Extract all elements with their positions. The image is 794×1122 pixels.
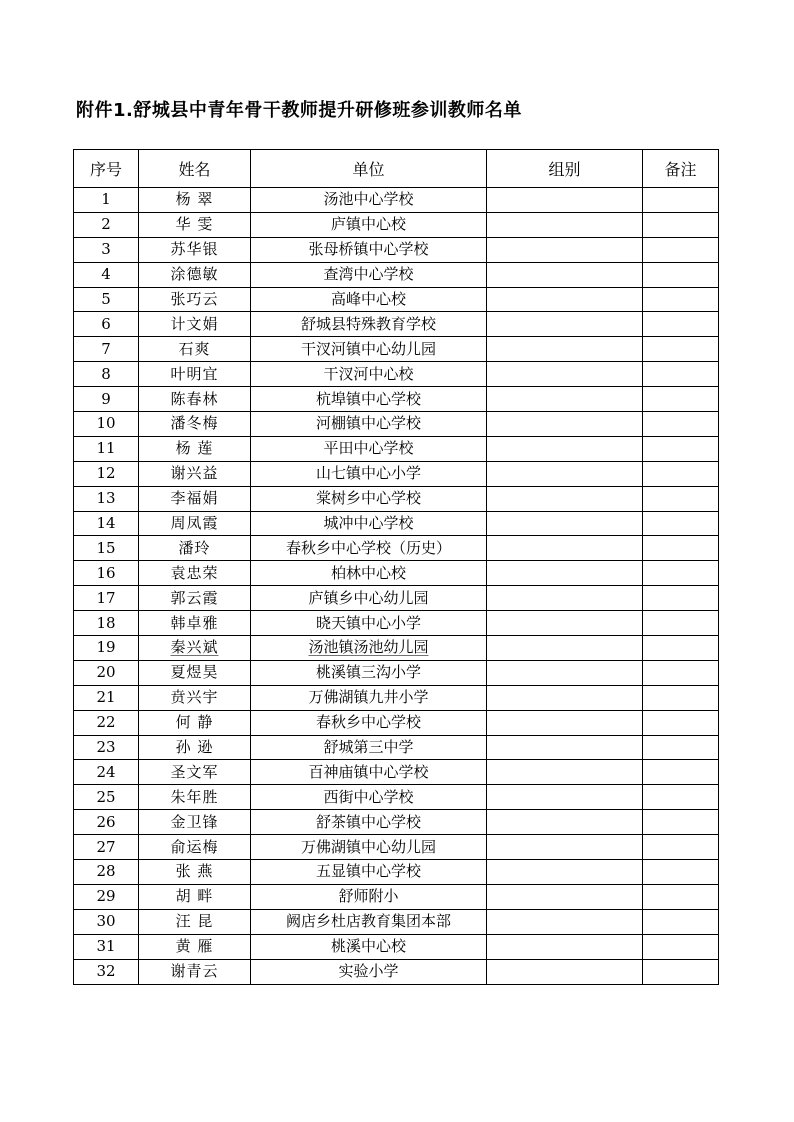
group-cell	[487, 287, 643, 312]
teacher-name: 李福娟	[139, 486, 251, 511]
school-unit: 山七镇中心小学	[251, 461, 487, 486]
table-row	[74, 262, 719, 287]
row-number: 17	[74, 586, 139, 611]
school-unit: 晓天镇中心小学	[251, 611, 487, 636]
teacher-name: 谢兴益	[139, 461, 251, 486]
group-cell	[487, 611, 643, 636]
group-cell	[487, 835, 643, 860]
teacher-name: 张巧云	[139, 287, 251, 312]
table-row	[74, 884, 719, 909]
group-cell	[487, 511, 643, 536]
teacher-name: 苏华银	[139, 237, 251, 262]
teacher-name: 袁忠荣	[139, 561, 251, 586]
teacher-name: 石爽	[139, 337, 251, 362]
note-cell	[643, 212, 719, 237]
table-header-row	[74, 150, 719, 188]
row-number: 23	[74, 735, 139, 760]
table-row	[74, 412, 719, 437]
row-number: 1	[74, 188, 139, 213]
note-cell	[643, 959, 719, 984]
note-cell	[643, 835, 719, 860]
row-number: 25	[74, 785, 139, 810]
row-number: 10	[74, 412, 139, 437]
group-cell	[487, 660, 643, 685]
group-cell	[487, 436, 643, 461]
note-cell	[643, 188, 719, 213]
group-cell	[487, 860, 643, 885]
group-cell	[487, 362, 643, 387]
table-row	[74, 337, 719, 362]
group-cell	[487, 486, 643, 511]
note-cell	[643, 860, 719, 885]
table-row	[74, 536, 719, 561]
group-cell	[487, 188, 643, 213]
row-number: 28	[74, 860, 139, 885]
row-number: 5	[74, 287, 139, 312]
teacher-name: 周凤霞	[139, 511, 251, 536]
school-unit: 舒城县特殊教育学校	[251, 312, 487, 337]
note-cell	[643, 909, 719, 934]
teacher-name: 汪 昆	[139, 909, 251, 934]
teacher-name: 朱年胜	[139, 785, 251, 810]
note-cell	[643, 884, 719, 909]
note-cell	[643, 362, 719, 387]
table-row	[74, 312, 719, 337]
table-row	[74, 611, 719, 636]
table-row	[74, 212, 719, 237]
teacher-name: 俞运梅	[139, 835, 251, 860]
group-cell	[487, 710, 643, 735]
table-row	[74, 810, 719, 835]
teacher-name: 华 雯	[139, 212, 251, 237]
group-cell	[487, 760, 643, 785]
school-unit: 桃溪镇三沟小学	[251, 660, 487, 685]
group-cell	[487, 536, 643, 561]
group-cell	[487, 636, 643, 661]
teacher-name: 潘冬梅	[139, 412, 251, 437]
group-cell	[487, 337, 643, 362]
row-number: 32	[74, 959, 139, 984]
page-title: 附件1.舒城县中青年骨干教师提升研修班参训教师名单	[76, 100, 522, 121]
group-cell	[487, 785, 643, 810]
row-number: 27	[74, 835, 139, 860]
school-unit: 干汊河中心校	[251, 362, 487, 387]
table-row	[74, 685, 719, 710]
school-unit: 杭埠镇中心学校	[251, 387, 487, 412]
table-body	[74, 188, 719, 985]
note-cell	[643, 387, 719, 412]
teacher-name: 夏煜昊	[139, 660, 251, 685]
note-cell	[643, 735, 719, 760]
row-number: 31	[74, 934, 139, 959]
header-no: 序号	[74, 150, 139, 188]
note-cell	[643, 586, 719, 611]
note-cell	[643, 312, 719, 337]
row-number: 30	[74, 909, 139, 934]
note-cell	[643, 237, 719, 262]
row-number: 11	[74, 436, 139, 461]
group-cell	[487, 810, 643, 835]
table-row	[74, 760, 719, 785]
row-number: 20	[74, 660, 139, 685]
school-unit: 高峰中心校	[251, 287, 487, 312]
table-row	[74, 586, 719, 611]
note-cell	[643, 561, 719, 586]
table-row	[74, 710, 719, 735]
school-unit: 百神庙镇中心学校	[251, 760, 487, 785]
note-cell	[643, 785, 719, 810]
group-cell	[487, 685, 643, 710]
row-number: 14	[74, 511, 139, 536]
row-number: 24	[74, 760, 139, 785]
teacher-name: 何 静	[139, 710, 251, 735]
group-cell	[487, 959, 643, 984]
table-row	[74, 785, 719, 810]
row-number: 15	[74, 536, 139, 561]
note-cell	[643, 710, 719, 735]
note-cell	[643, 461, 719, 486]
teacher-name: 韩卓雅	[139, 611, 251, 636]
table-row	[74, 909, 719, 934]
school-unit: 棠树乡中心学校	[251, 486, 487, 511]
teacher-name: 张 燕	[139, 860, 251, 885]
table-row	[74, 436, 719, 461]
row-number: 21	[74, 685, 139, 710]
school-unit: 阙店乡杜店教育集团本部	[251, 909, 487, 934]
header-group: 组别	[487, 150, 643, 188]
group-cell	[487, 586, 643, 611]
group-cell	[487, 387, 643, 412]
table-row	[74, 835, 719, 860]
school-unit	[251, 636, 487, 661]
row-number: 2	[74, 212, 139, 237]
group-cell	[487, 909, 643, 934]
school-unit: 干汊河镇中心幼儿园	[251, 337, 487, 362]
teacher-name: 潘玲	[139, 536, 251, 561]
header-name: 姓名	[139, 150, 251, 188]
teacher-name: 杨 翠	[139, 188, 251, 213]
table-row	[74, 461, 719, 486]
school-unit: 万佛湖镇九井小学	[251, 685, 487, 710]
note-cell	[643, 660, 719, 685]
table-row	[74, 362, 719, 387]
teacher-name: 杨 莲	[139, 436, 251, 461]
group-cell	[487, 312, 643, 337]
note-cell	[643, 436, 719, 461]
table-row	[74, 387, 719, 412]
school-unit-text: 汤池镇汤池幼儿园	[308, 638, 429, 657]
teacher-name: 陈春林	[139, 387, 251, 412]
table-row	[74, 287, 719, 312]
table-row	[74, 188, 719, 213]
teacher-name: 郭云霞	[139, 586, 251, 611]
row-number: 3	[74, 237, 139, 262]
note-cell	[643, 287, 719, 312]
school-unit: 舒师附小	[251, 884, 487, 909]
row-number: 19	[74, 636, 139, 661]
note-cell	[643, 337, 719, 362]
school-unit: 桃溪中心校	[251, 934, 487, 959]
school-unit: 庐镇乡中心幼儿园	[251, 586, 487, 611]
table-row	[74, 660, 719, 685]
teacher-name: 叶明宜	[139, 362, 251, 387]
teacher-name: 孙 逊	[139, 735, 251, 760]
school-unit: 城冲中心学校	[251, 511, 487, 536]
teacher-name: 金卫锋	[139, 810, 251, 835]
teacher-name: 黄 雁	[139, 934, 251, 959]
row-number: 26	[74, 810, 139, 835]
teacher-name	[139, 636, 251, 661]
note-cell	[643, 810, 719, 835]
row-number: 8	[74, 362, 139, 387]
school-unit: 舒城第三中学	[251, 735, 487, 760]
teacher-name: 涂德敏	[139, 262, 251, 287]
school-unit: 查湾中心学校	[251, 262, 487, 287]
group-cell	[487, 262, 643, 287]
group-cell	[487, 212, 643, 237]
teacher-name: 圣文军	[139, 760, 251, 785]
table-row	[74, 735, 719, 760]
school-unit: 春秋乡中心学校	[251, 710, 487, 735]
note-cell	[643, 536, 719, 561]
group-cell	[487, 412, 643, 437]
teacher-name: 胡 畔	[139, 884, 251, 909]
school-unit: 万佛湖镇中心幼儿园	[251, 835, 487, 860]
row-number: 29	[74, 884, 139, 909]
school-unit: 舒茶镇中心学校	[251, 810, 487, 835]
group-cell	[487, 461, 643, 486]
note-cell	[643, 611, 719, 636]
note-cell	[643, 486, 719, 511]
group-cell	[487, 561, 643, 586]
note-cell	[643, 760, 719, 785]
header-note: 备注	[643, 150, 719, 188]
teacher-name: 谢青云	[139, 959, 251, 984]
table-row	[74, 561, 719, 586]
note-cell	[643, 511, 719, 536]
school-unit: 五显镇中心学校	[251, 860, 487, 885]
note-cell	[643, 262, 719, 287]
row-number: 22	[74, 710, 139, 735]
row-number: 6	[74, 312, 139, 337]
school-unit: 春秋乡中心学校（历史）	[251, 536, 487, 561]
row-number: 13	[74, 486, 139, 511]
note-cell	[643, 934, 719, 959]
header-unit: 单位	[251, 150, 487, 188]
group-cell	[487, 237, 643, 262]
table-row	[74, 959, 719, 984]
school-unit: 柏林中心校	[251, 561, 487, 586]
table-row	[74, 934, 719, 959]
row-number: 4	[74, 262, 139, 287]
table-row	[74, 636, 719, 661]
note-cell	[643, 636, 719, 661]
teacher-name-text: 秦兴斌	[170, 638, 219, 657]
row-number: 16	[74, 561, 139, 586]
teacher-name: 贲兴宇	[139, 685, 251, 710]
note-cell	[643, 685, 719, 710]
table-row	[74, 860, 719, 885]
group-cell	[487, 735, 643, 760]
group-cell	[487, 934, 643, 959]
group-cell	[487, 884, 643, 909]
school-unit: 庐镇中心校	[251, 212, 487, 237]
school-unit: 西街中心学校	[251, 785, 487, 810]
school-unit: 张母桥镇中心学校	[251, 237, 487, 262]
school-unit: 河棚镇中心学校	[251, 412, 487, 437]
row-number: 12	[74, 461, 139, 486]
row-number: 7	[74, 337, 139, 362]
school-unit: 平田中心学校	[251, 436, 487, 461]
teacher-name: 计文娟	[139, 312, 251, 337]
row-number: 18	[74, 611, 139, 636]
school-unit: 实验小学	[251, 959, 487, 984]
note-cell	[643, 412, 719, 437]
table-row	[74, 237, 719, 262]
table-row	[74, 511, 719, 536]
row-number: 9	[74, 387, 139, 412]
trainee-roster-table	[73, 149, 719, 985]
school-unit: 汤池中心学校	[251, 188, 487, 213]
table-row	[74, 486, 719, 511]
